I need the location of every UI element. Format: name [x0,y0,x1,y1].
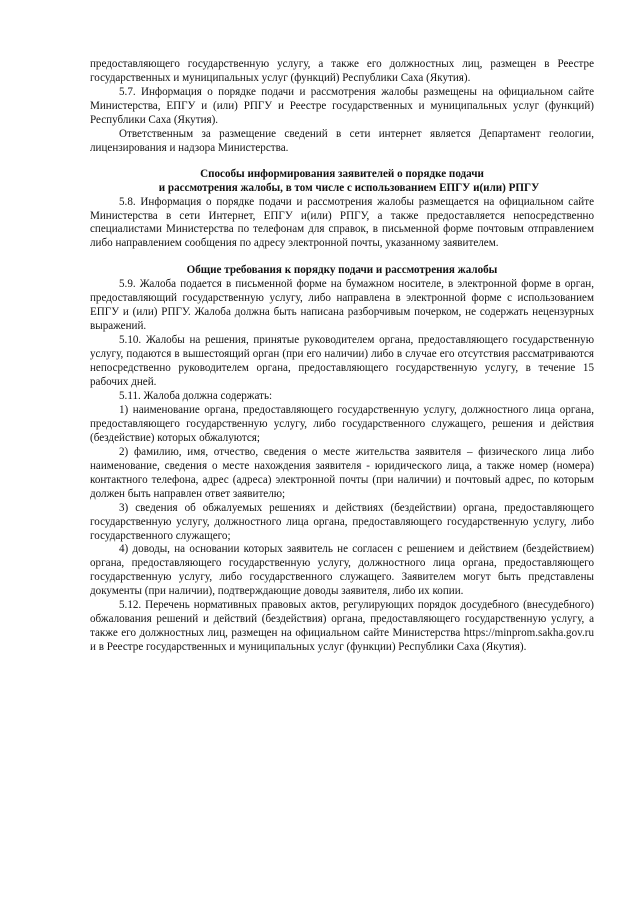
spacer [90,156,594,168]
section2-paragraph-4: 5.12. Перечень нормативных правовых актов, регулирующих порядок досудебного (внесудебного) обжалования решений и действий (бездействия) органа, предоставляющего государственную услугу, а также его должностных лиц, размещен на официальном сайте Министерства https://minprom.sakha.gov.ru и в Реестре государственных и муниципальных услуг (функции) Республики Саха (Якутия). [90,599,594,654]
section2-paragraph-1: 5.9. Жалоба подается в письменной форме на бумажном носителе, в электронной форме в орган, предоставляющий государственную услугу, либо направлена в электронной форме с использованием ЕПГУ и (или) РПГУ. Жалоба должна быть написана разборчивым почерком, не содержать нецензурных выражений. [90,278,594,333]
section2-paragraph-3: 5.11. Жалоба должна содержать: [119,389,273,402]
list-item-3: 3) сведения об обжалуемых решениях и действиях (бездействии) органа, предоставляющего государственную услугу, должностного лица органа, предоставляющего государственную услугу, либо государственного служащего; [90,501,594,542]
document-body [90,58,594,655]
list-item-2: 2) фамилию, имя, отчество, сведения о месте жительства заявителя – физического лица либо наименование, сведения о месте нахождения заявителя - юридического лица, а также номер (номера) контактного телефона, адрес (адреса) электронной почты (при наличии) и почтовый адрес, по которым должен быть направлен ответ заявителю; [90,445,594,500]
section1-paragraph-1: 5.8. Информация о порядке подачи и рассмотрения жалобы размещается на официальном сайте Министерства в сети Интернет, ЕПГУ и(или) РПГУ, а также предоставляется непосредственно специалистами Министерства по телефонам для справок, в письменной форме почтовым отправлением либо направлением сообщения по адресу электронной почты, указанному заявителем. [90,195,594,250]
list-item-4: 4) доводы, на основании которых заявитель не согласен с решением и действием (бездействием) органа, предоставляющего государственную услугу, должностного лица органа, предоставляющего государственную услугу, либо государственного служащего. Заявителем могут быть представлены документы (при наличии), подтверждающие доводы заявителя, либо их копии. [90,543,594,598]
section2-paragraph-2: 5.10. Жалобы на решения, принятые руководителем органа, предоставляющего государственную услугу, подаются в вышестоящий орган (при его наличии) либо в случае его отсутствия рассматриваются непосредственно руководителем органа, предоставляющего государственную услугу, в течение 15 рабочих дней. [90,334,594,389]
intro-paragraph-2: 5.7. Информация о порядке подачи и рассмотрения жалобы размещены на официальном сайте Министерства, ЕПГУ и (или) РПГУ и Реестре государственных и муниципальных услуг (функций) Республики Саха (Якутия). [90,85,594,126]
intro-paragraph-1: предоставляющего государственную услугу, а также его должностных лиц, размещен в Реестре государственных и муниципальных услуг (функций) Республики Саха (Якутия). [90,58,594,84]
intro-paragraph-3: Ответственным за размещение сведений в сети интернет является Департамент геологии, лицензирования и надзора Министерства. [90,127,594,154]
list-item-1: 1) наименование органа, предоставляющего государственную услугу, должностного лица органа, предоставляющего государственную услугу, либо государственного служащего, решения и действия (бездействие) которых обжалуются; [90,403,594,444]
section-heading-informing-line-2: и рассмотрения жалобы, в том числе с использованием ЕПГУ и(или) РПГУ [158,181,540,194]
section-heading-informing-line-1: Способы информирования заявителей о порядке подачи [200,167,484,180]
spacer [90,251,594,264]
section-heading-general-requirements: Общие требования к порядку подачи и рассмотрения жалобы [186,264,498,277]
